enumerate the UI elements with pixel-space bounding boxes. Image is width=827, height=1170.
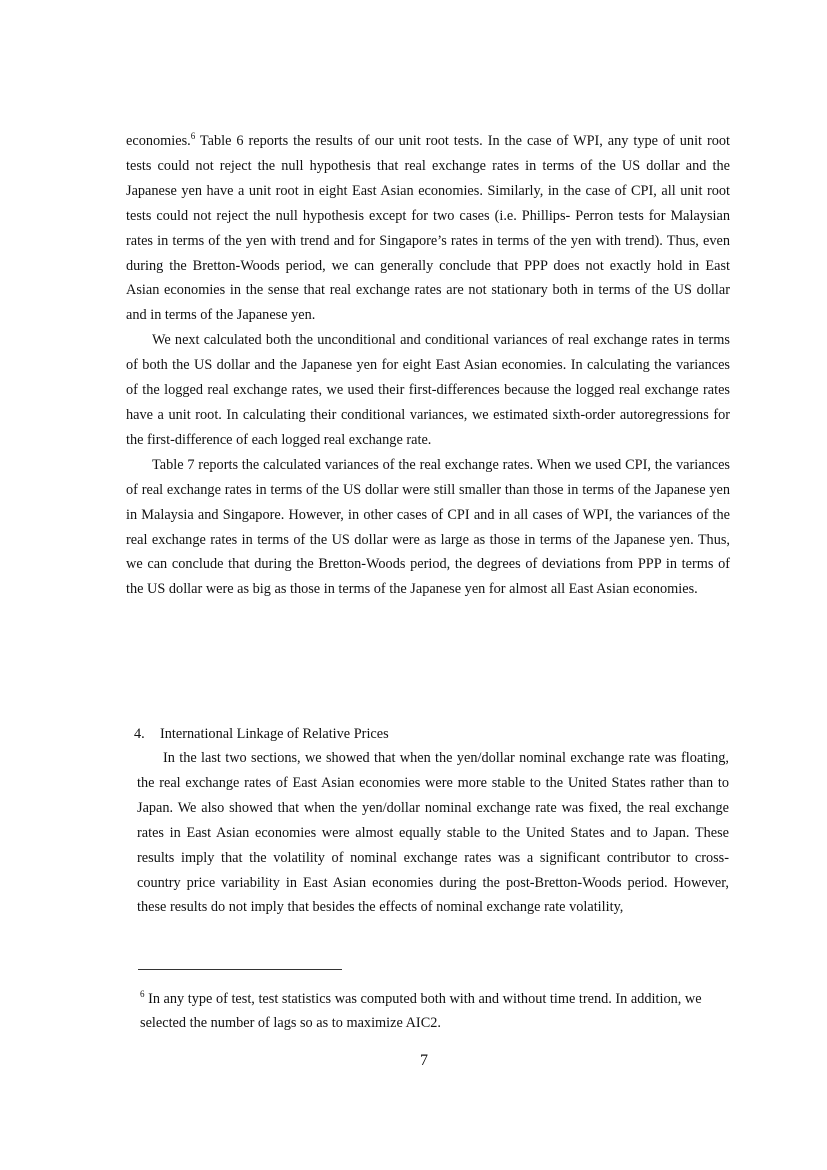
footnote-mark: 6 (140, 989, 145, 999)
section-title: International Linkage of Relative Prices (160, 726, 389, 742)
page-number: 7 (420, 1052, 428, 1069)
section-heading (134, 722, 389, 747)
body-text (126, 124, 730, 602)
paragraph-text: Table 6 reports the results of our unit root tests. In the case of WPI, any type of unit root tests could not reject the null hypothesis that real exchange rates in terms of the US dollar and the Japanese yen have a unit root in eight East Asian economies. Similarly, in the case of CPI, all unit root tests could not reject the null hypothesis except for two cases (i.e. Phillips- Perron tests for Malaysian rates in terms of the yen with trend and for Singapore’s rates in terms of the yen with trend). Thus, even during the Bretton-Woods period, we can generally conclude that PPP does not exactly hold in East Asian economies in the sense that real exchange rates are not stationary both in terms of the US dollar and in terms of the Japanese yen. (126, 133, 730, 324)
footnote-text: In any type of test, test statistics was computed both with and without time trend. In addition, we selected the number of lags so as to maximize AIC2. (140, 991, 702, 1031)
section-body (137, 746, 729, 920)
paragraph-unit-root-results (126, 124, 730, 328)
paragraph-table7: Table 7 reports the calculated variances of the real exchange rates. When we used CPI, the variances of real exchange rates in terms of the US dollar were still smaller than those in terms of the Japanese yen in Malaysia and Singapore. However, in other cases of CPI and in all cases of WPI, the variances of the real exchange rates in terms of the US dollar were as large as those in terms of the Japanese yen. Thus, we can conclude that during the Bretton-Woods period, the degrees of deviations from PPP in terms of the US dollar were as big as those in terms of the Japanese yen for almost all East Asian economies. (126, 456, 730, 598)
paragraph-variances: We next calculated both the unconditional and conditional variances of real exchange rates in terms of both the US dollar and the Japanese yen for eight East Asian economies. In calculating the variances of the logged real exchange rates, we used their first-differences because the logged real exchange rates have a unit root. In calculating their conditional variances, we estimated sixth-order autoregressions for the first-difference of each logged real exchange rate. (126, 332, 730, 448)
footnote-divider (138, 969, 342, 970)
footnote-reference: 6 (190, 131, 196, 141)
paragraph-text: economies. (126, 133, 191, 149)
paragraph-section4: In the last two sections, we showed that when the yen/dollar nominal exchange rate was floating, the real exchange rates of East Asian economies were more stable to the United States rather than to Japan. We also showed that when the yen/dollar nominal exchange rate was fixed, the real exchange rates in East Asian economies were almost equally stable to the United States and to Japan. These results imply that the volatility of nominal exchange rates was a significant contributor to cross-country price variability in East Asian economies during the post-Bretton-Woods period. However, these results do not imply that besides the effects of nominal exchange rate volatility, (137, 750, 729, 916)
section-number: 4. (134, 726, 145, 742)
footnote (140, 982, 732, 1035)
